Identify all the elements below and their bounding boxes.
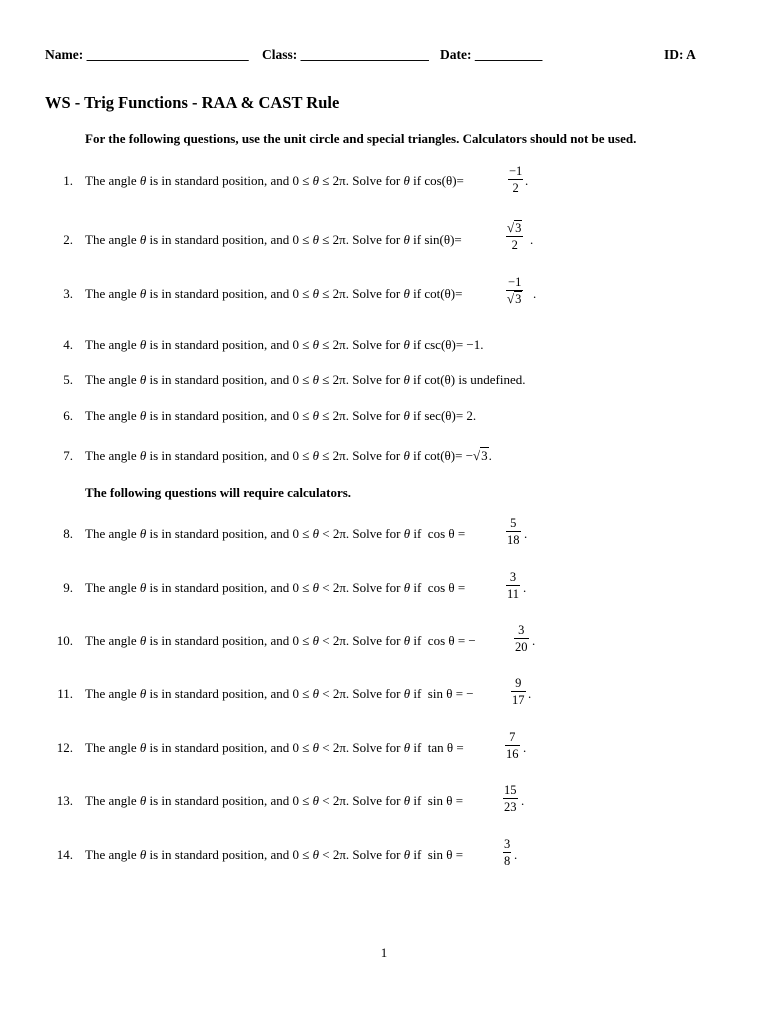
- question-number: 13.: [56, 793, 73, 808]
- question-number: 9.: [63, 580, 73, 595]
- question-text: The angle θ is in standard position, and 0 ≤ θ ≤ 2π. Solve for θ if sec(θ)= 2.: [85, 408, 477, 423]
- question-number: 8.: [63, 526, 73, 541]
- instructions-no-calculator: For the following questions, use the unit circle and special triangles. Calculators should not be used.: [85, 131, 637, 146]
- question-3: 3. The angle θ is in standard position, and 0 ≤ θ ≤ 2π. Solve for θ if cot(θ)= $\frac{-1}{√3}$ .: [63, 275, 537, 306]
- question-text: The angle θ is in standard position, and 0 ≤ θ ≤ 2π. Solve for θ if sin(θ)=: [85, 232, 462, 247]
- question-8: 8. The angle θ is in standard position, and 0 ≤ θ < 2π. Solve for θ if cos θ = $\frac{5}{18}$ .: [63, 516, 528, 547]
- question-11: 11. The angle θ is in standard position, and 0 ≤ θ < 2π. Solve for θ if sin θ = − $\frac{9}{17}$ .: [57, 676, 532, 707]
- page-number: 1: [380, 945, 388, 960]
- fraction: $\frac{3}{8}$: [504, 837, 511, 868]
- question-number: 11.: [57, 686, 73, 701]
- question-6: [0, 406, 768, 446]
- question-5: [0, 370, 768, 410]
- fraction: $\frac{3}{11}$: [507, 570, 520, 601]
- question-14: 14. The angle θ is in standard position, and 0 ≤ θ < 2π. Solve for θ if sin θ = $\frac{3}{8}$ .: [56, 837, 518, 868]
- question-number: 5.: [63, 372, 73, 387]
- class-field-label: Class: ___________________: [262, 47, 429, 62]
- question-number: 3.: [63, 286, 73, 301]
- question-13: 13. The angle θ is in standard position, and 0 ≤ θ < 2π. Solve for θ if sin θ = $\frac{15}{23}$ .: [56, 783, 525, 814]
- worksheet-title: WS - Trig Functions - RAA & CAST Rule: [45, 93, 340, 112]
- question-2: 2. The angle θ is in standard position, and 0 ≤ θ ≤ 2π. Solve for θ if sin(θ)= $\frac{√3}{2}$ .: [63, 220, 534, 252]
- question-text: The angle θ is in standard position, and 0 ≤ θ < 2π. Solve for θ if tan θ =: [85, 740, 464, 755]
- question-number: 7.: [63, 448, 73, 463]
- fraction: $\frac{-1}{√3}$: [507, 275, 522, 306]
- id-label: ID: A: [664, 47, 696, 62]
- question-text: The angle θ is in standard position, and 0 ≤ θ ≤ 2π. Solve for θ if cot(θ)= −√3.: [85, 448, 492, 463]
- question-number: 6.: [63, 408, 73, 423]
- fraction: $\frac{9}{17}$: [512, 676, 525, 707]
- fraction: $\frac{3}{20}$: [515, 623, 528, 654]
- fraction: $\frac{7}{16}$: [506, 730, 519, 761]
- question-text: The angle θ is in standard position, and 0 ≤ θ ≤ 2π. Solve for θ if cot(θ)=: [85, 286, 463, 301]
- question-text: The angle θ is in standard position, and 0 ≤ θ ≤ 2π. Solve for θ if cos(θ)=: [85, 173, 464, 188]
- question-text: The angle θ is in standard position, and 0 ≤ θ < 2π. Solve for θ if cos θ =: [85, 580, 466, 595]
- fraction: $\frac{15}{23}$: [504, 783, 517, 814]
- fraction: $\frac{-1}{2}$: [509, 164, 523, 195]
- name-field-label: Name: ________________________: [45, 47, 249, 62]
- fraction: $\frac{5}{18}$: [507, 516, 520, 547]
- instructions-calculator: The following questions will require calculators.: [85, 485, 352, 500]
- question-10: 10. The angle θ is in standard position, and 0 ≤ θ < 2π. Solve for θ if cos θ = − $\frac{3}{20}$ .: [56, 623, 536, 654]
- fraction: $\frac{√3}{2}$: [507, 220, 522, 252]
- question-4: [0, 335, 768, 375]
- question-number: 1.: [63, 173, 73, 188]
- question-12: 12. The angle θ is in standard position, and 0 ≤ θ < 2π. Solve for θ if tan θ = $\frac{7}{16}$ .: [56, 730, 527, 761]
- question-text: The angle θ is in standard position, and 0 ≤ θ < 2π. Solve for θ if cos θ =: [85, 526, 466, 541]
- question-7: [0, 443, 768, 483]
- question-text: The angle θ is in standard position, and 0 ≤ θ < 2π. Solve for θ if cos θ = −: [85, 633, 476, 648]
- question-text: The angle θ is in standard position, and 0 ≤ θ < 2π. Solve for θ if sin θ =: [85, 847, 464, 862]
- question-text: The angle θ is in standard position, and 0 ≤ θ < 2π. Solve for θ if sin θ = −: [85, 686, 474, 701]
- question-9: 9. The angle θ is in standard position, and 0 ≤ θ < 2π. Solve for θ if cos θ = $\frac{3}{11}$ .: [63, 570, 527, 601]
- question-text: The angle θ is in standard position, and 0 ≤ θ ≤ 2π. Solve for θ if cot(θ) is undefined.: [85, 372, 526, 387]
- question-number: 2.: [63, 232, 73, 247]
- question-text: The angle θ is in standard position, and 0 ≤ θ < 2π. Solve for θ if sin θ =: [85, 793, 464, 808]
- question-number: 14.: [56, 847, 73, 862]
- question-number: 4.: [63, 337, 73, 352]
- question-text: The angle θ is in standard position, and 0 ≤ θ ≤ 2π. Solve for θ if csc(θ)= −1.: [85, 337, 484, 352]
- question-number: 10.: [56, 633, 73, 648]
- question-number: 12.: [56, 740, 73, 755]
- question-1: 1. The angle θ is in standard position, and 0 ≤ θ ≤ 2π. Solve for θ if cos(θ)= $\frac{-1}{2}$ .: [63, 164, 529, 195]
- date-field-label: Date: __________: [440, 47, 543, 62]
